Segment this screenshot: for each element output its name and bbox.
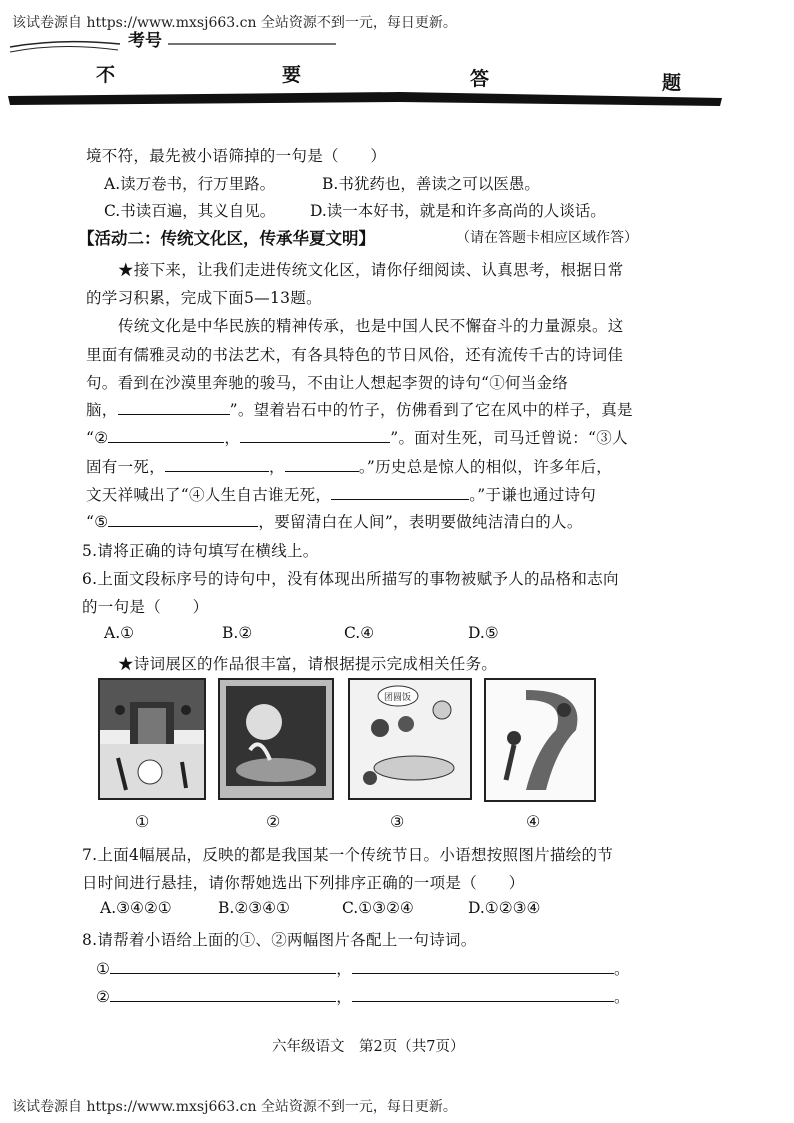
q8-line2-comma: ，: [336, 988, 353, 1006]
passage-line7-end: 。”于谦也通过诗句: [469, 486, 597, 504]
passage-line2: 里面有儒雅灵动的书法艺术，有各具特色的节日风俗，还有流传千古的诗词佳: [86, 346, 624, 364]
source-banner-bottom: 该试卷源自 https://www.mxsj663.cn 全站资源不到一元，每日更新。: [12, 1099, 457, 1115]
q4-option-d: D.读一本好书，就是和许多高尚的人谈话。: [310, 202, 606, 220]
activity2-title: 【活动二：传统文化区，传承华夏文明】: [78, 229, 375, 248]
picture-1-lantern-festival: [98, 678, 206, 800]
q7-option-b: B.②③④①: [218, 899, 290, 917]
q8-line2-mark: ②: [96, 988, 111, 1006]
passage-line7-start: 文天祥喊出了“④人生自古谁无死，: [86, 486, 332, 504]
blank-4[interactable]: [331, 485, 469, 500]
q7-stem-line2: 日时间进行悬挂，请你帮她选出下列排序正确的一项是（ ）: [82, 874, 525, 892]
q8-blank-1b[interactable]: [352, 959, 614, 974]
q6-option-d: D.⑤: [468, 624, 499, 642]
source-banner-top: 该试卷源自 https://www.mxsj663.cn 全站资源不到一元，每日更新。: [12, 15, 457, 31]
blank-2b[interactable]: [240, 428, 390, 443]
picture-2-label: ②: [266, 812, 281, 831]
picture-3-family-dinner: [348, 678, 472, 800]
picture-1-illustration: [100, 680, 204, 798]
q6-stem-line1: 6.上面文段标序号的诗句中，没有体现出所描写的事物被赋予人的品格和志向: [82, 570, 619, 588]
seal-char-1: 不: [96, 64, 116, 86]
q8-blank-1a[interactable]: [110, 959, 336, 974]
q6-option-c: C.④: [344, 624, 375, 642]
q4-stem: 境不符，最先被小语筛掉的一句是（ ）: [86, 147, 387, 165]
q5-stem: 5.请将正确的诗句填写在横线上。: [82, 542, 319, 560]
q6-stem-line2: 的一句是（ ）: [82, 598, 209, 616]
blank-3b[interactable]: [285, 457, 359, 472]
exhibit-intro: ★诗词展区的作品很丰富，请根据提示完成相关任务。: [118, 655, 498, 673]
speech-bubble-text: 团圆饭: [384, 693, 412, 703]
passage-line8-end: ，要留清白在人间”，表明要做纯洁清白的人。: [258, 513, 583, 531]
picture-4-illustration: [486, 680, 594, 800]
q8-line1-mark: ①: [96, 960, 111, 978]
q8-line1-period: 。: [614, 960, 630, 978]
blank-1[interactable]: [118, 400, 230, 415]
q4-option-a: A.读万卷书，行万里路。: [104, 175, 276, 193]
picture-4-double-ninth: [484, 678, 596, 802]
q8-line1-comma: ，: [336, 960, 353, 978]
q8-answer-line1: [96, 957, 630, 979]
passage-line5-start: “②: [86, 429, 109, 447]
passage-line6: [86, 455, 612, 477]
passage-line7: [86, 483, 596, 505]
q6-option-a: A.①: [104, 624, 135, 642]
q8-answer-line2: [96, 985, 630, 1007]
q7-stem-line1: 7.上面4幅展品，反映的都是我国某一个传统节日。小语想按照图片描绘的节: [82, 846, 614, 864]
picture-3-label: ③: [390, 812, 405, 831]
picture-2-illustration: [220, 680, 332, 798]
seal-char-3: 答: [470, 68, 490, 90]
activity2-note: （请在答题卡相应区域作答）: [456, 230, 638, 246]
picture-2-moon-scene: [218, 678, 334, 800]
picture-1-label: ①: [135, 812, 150, 831]
activity2-intro-line1: ★接下来，让我们走进传统文化区，请你仔细阅读、认真思考，根据日常: [118, 261, 624, 279]
passage-line6-start: 固有一死，: [86, 458, 166, 476]
blank-3a[interactable]: [165, 457, 269, 472]
passage-line8: [86, 510, 583, 532]
passage-line6-comma: ，: [269, 458, 285, 476]
seal-char-2: 要: [282, 64, 302, 86]
picture-4-label: ④: [526, 812, 541, 831]
passage-line8-start: “⑤: [86, 513, 109, 531]
q8-blank-2b[interactable]: [352, 987, 614, 1002]
q8-line2-period: 。: [614, 988, 630, 1006]
seal-char-4: 题: [662, 72, 682, 94]
passage-line3: 句。看到在沙漠里奔驰的骏马，不由让人想起李贺的诗句“①何当金络: [86, 374, 569, 392]
passage-line4: [86, 398, 633, 420]
passage-line6-end: 。”历史总是惊人的相似，许多年后，: [358, 458, 613, 476]
activity2-intro-line2: 的学习积累，完成下面5—13题。: [86, 289, 322, 307]
q4-option-b: B.书犹药也，善读之可以医愚。: [322, 175, 540, 193]
q7-option-a: A.③④②①: [100, 899, 172, 917]
passage-line4-start: 脑，: [86, 401, 118, 419]
blank-2a[interactable]: [108, 428, 224, 443]
exam-number-label: 考号: [128, 31, 162, 51]
q8-stem: 8.请帮着小语给上面的①、②两幅图片各配上一句诗词。: [82, 931, 477, 949]
passage-line5-comma: ，: [224, 429, 241, 447]
passage-line4-end: ”。望着岩石中的竹子，仿佛看到了它在风中的样子，真是: [229, 401, 633, 419]
page-footer: 六年级语文 第2页（共7页）: [272, 1039, 465, 1055]
passage-line1: 传统文化是中华民族的精神传承，也是中国人民不懈奋斗的力量源泉。这: [118, 317, 624, 335]
picture-3-illustration: [350, 680, 470, 798]
q6-option-b: B.②: [222, 624, 253, 642]
blank-5[interactable]: [108, 512, 258, 527]
q7-option-d: D.①②③④: [468, 899, 541, 917]
passage-line5: [86, 426, 628, 448]
q4-option-c: C.书读百遍，其义自见。: [104, 202, 276, 220]
q8-blank-2a[interactable]: [110, 987, 336, 1002]
q7-option-c: C.①③②④: [342, 899, 414, 917]
passage-line5-end: ”。面对生死，司马迁曾说：“③人: [390, 429, 628, 447]
